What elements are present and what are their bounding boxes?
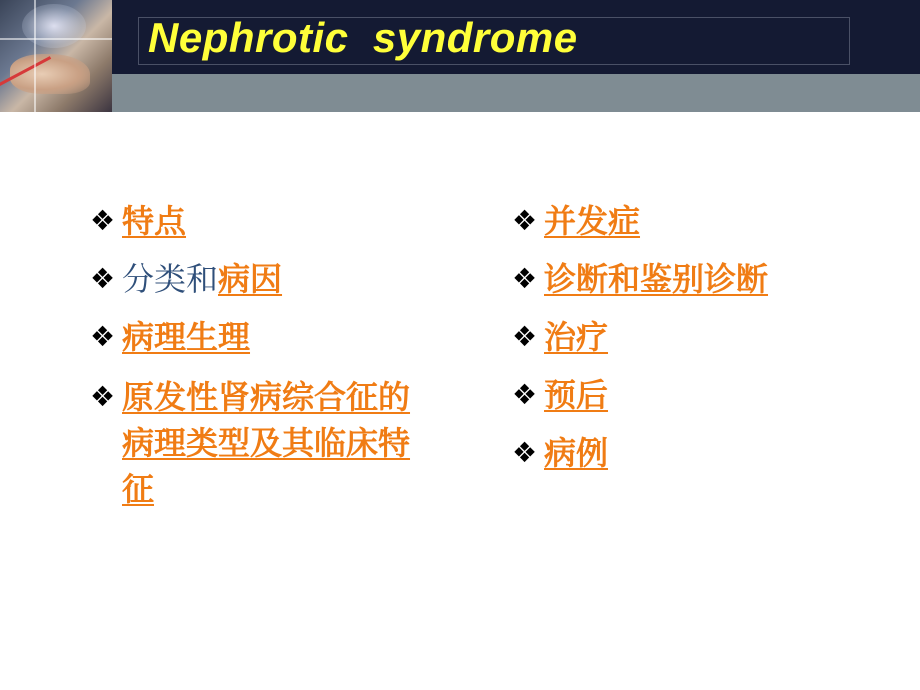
link-complications[interactable]: 并发症 bbox=[544, 202, 641, 240]
right-topic-list bbox=[512, 200, 872, 490]
list-item bbox=[90, 316, 420, 358]
diamond-bullet-icon: ❖ bbox=[512, 436, 538, 469]
list-item bbox=[512, 258, 872, 300]
slide-title: Nephrotic syndrome bbox=[148, 14, 578, 61]
list-item bbox=[90, 200, 420, 242]
list-item bbox=[512, 200, 872, 242]
link-prognosis[interactable]: 预后 bbox=[544, 376, 609, 414]
diamond-bullet-icon: ❖ bbox=[90, 262, 116, 295]
list-item bbox=[90, 258, 420, 300]
diamond-bullet-icon: ❖ bbox=[90, 320, 116, 353]
link-etiology[interactable]: 病因 bbox=[218, 260, 283, 298]
header-band bbox=[0, 74, 920, 112]
left-topic-list bbox=[90, 200, 420, 528]
list-item bbox=[512, 316, 872, 358]
diamond-bullet-icon: ❖ bbox=[512, 204, 538, 237]
link-pathology-types[interactable]: 原发性肾病综合征的病理类型及其临床特征 bbox=[122, 378, 411, 508]
link-diagnosis[interactable]: 诊断和鉴别诊断 bbox=[544, 260, 769, 298]
link-case[interactable]: 病例 bbox=[544, 434, 609, 472]
classification-label: 分类和 bbox=[122, 260, 219, 298]
diamond-bullet-icon: ❖ bbox=[512, 320, 538, 353]
list-item bbox=[90, 374, 420, 512]
diamond-bullet-icon: ❖ bbox=[90, 380, 116, 413]
list-item bbox=[512, 432, 872, 474]
corner-photo-image bbox=[0, 0, 112, 112]
link-features[interactable]: 特点 bbox=[122, 202, 187, 240]
diamond-bullet-icon: ❖ bbox=[512, 262, 538, 295]
diamond-bullet-icon: ❖ bbox=[90, 204, 116, 237]
link-pathophysiology[interactable]: 病理生理 bbox=[122, 318, 251, 356]
diamond-bullet-icon: ❖ bbox=[512, 378, 538, 411]
list-item bbox=[512, 374, 872, 416]
link-treatment[interactable]: 治疗 bbox=[544, 318, 609, 356]
